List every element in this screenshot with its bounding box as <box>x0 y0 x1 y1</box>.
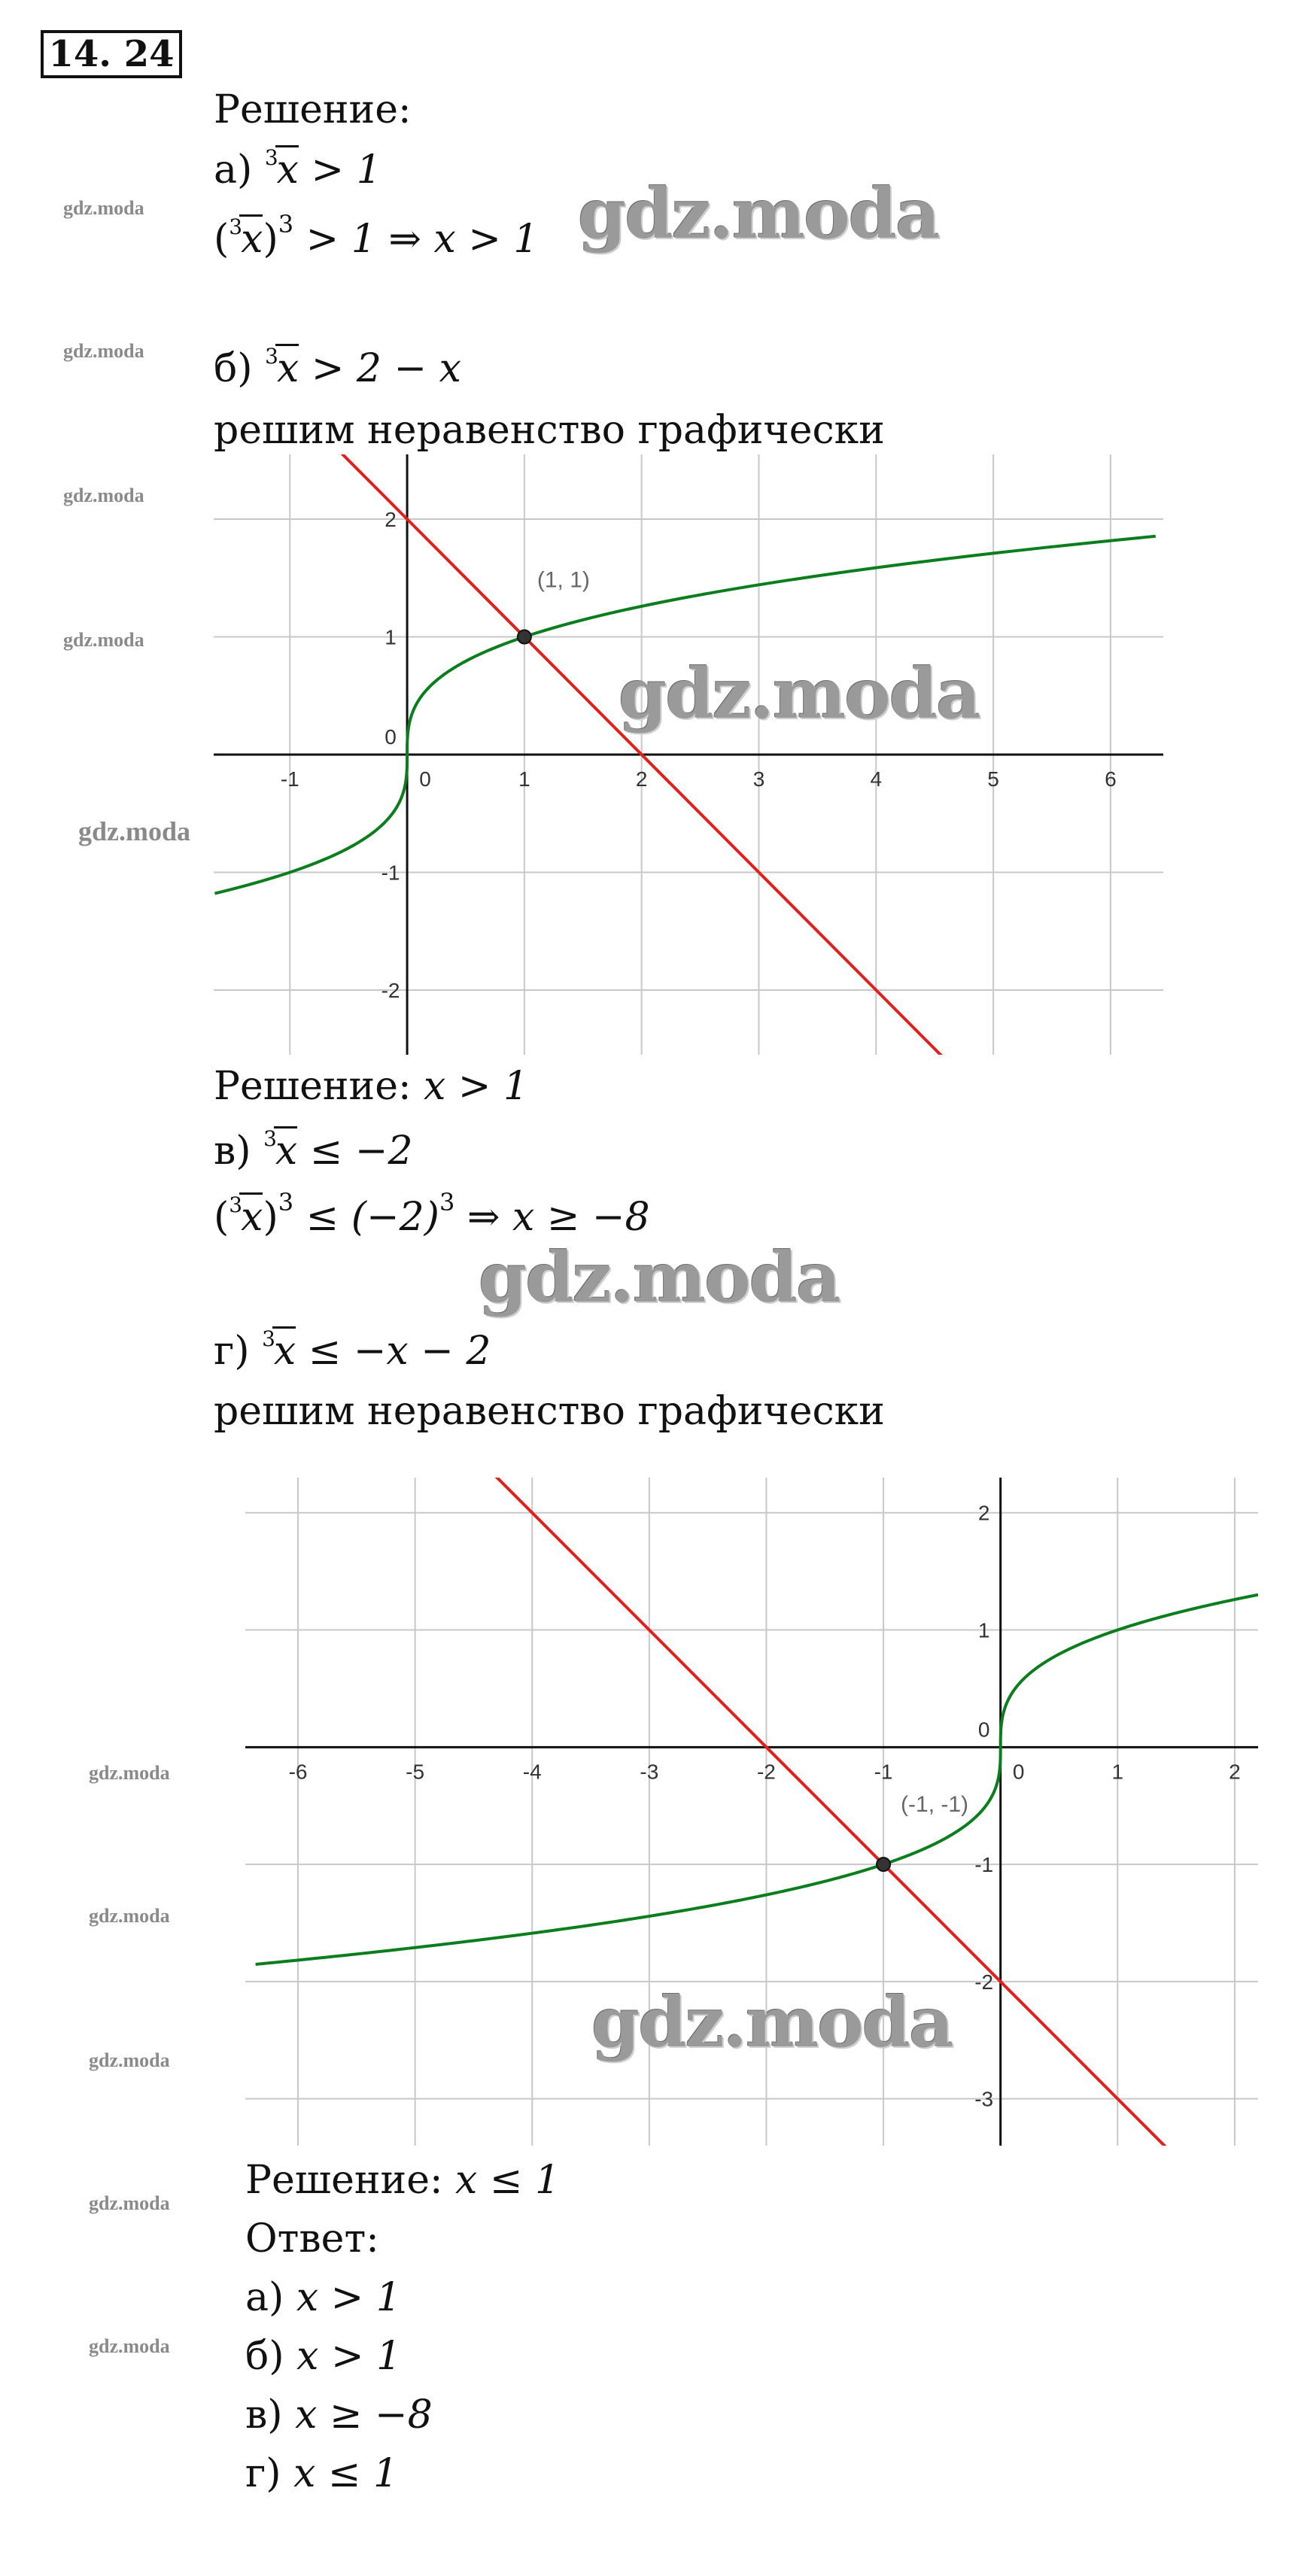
x-tick-label: -3 <box>640 1760 659 1784</box>
part-a-label: а) <box>214 147 253 193</box>
part-v-label: в) <box>214 1129 251 1174</box>
watermark-large: gdz.moda <box>578 173 939 254</box>
part-b-label: б) <box>214 346 253 391</box>
part-a-inequality <box>214 145 381 193</box>
watermark-small: gdz.moda <box>63 629 144 651</box>
intersection-point <box>877 1858 890 1871</box>
watermark-small: gdz.moda <box>89 2192 170 2214</box>
x-tick-label: -1 <box>280 767 299 791</box>
part-g-solution: Решение: x ≤ 1 <box>245 2158 561 2203</box>
part-v-rhs: ≤ −2 <box>309 1129 413 1174</box>
answer-item-g: г) x ≤ 1 <box>245 2451 399 2496</box>
part-a-step: $(^3x)^3 > 1$ ⇒ x > 1 <box>214 210 539 262</box>
part-g-method: решим неравенство графически <box>214 1389 885 1434</box>
part-v-step: $(^3x)^3 \le (-2)^3$ ⇒ x ≥ −8 <box>214 1188 650 1240</box>
x-tick-label: -6 <box>288 1760 308 1784</box>
part-g-label: г) <box>214 1329 250 1374</box>
x-tick-label: -4 <box>522 1760 542 1784</box>
x-tick-label: 2 <box>1229 1760 1241 1784</box>
x-tick-label: 3 <box>752 767 765 791</box>
y-tick-label: 0 <box>385 725 397 749</box>
x-tick-label: 0 <box>419 767 431 791</box>
watermark-small: gdz.moda <box>89 2049 170 2071</box>
y-tick-label: 0 <box>977 1718 990 1742</box>
point-label: (-1, -1) <box>901 1792 969 1818</box>
x-tick-label: -1 <box>874 1760 893 1784</box>
cube-root-x: $^3$x <box>264 145 299 193</box>
part-a-step-result: x > 1 <box>433 217 539 262</box>
x-tick-label: -5 <box>406 1760 425 1784</box>
watermark-small: gdz.moda <box>63 340 144 362</box>
answer-item-a: а) x > 1 <box>245 2275 401 2320</box>
watermark-medium: gdz.moda <box>78 816 191 846</box>
x-tick-label: 4 <box>870 767 883 791</box>
x-tick-label: 5 <box>987 767 999 791</box>
x-tick-label: 6 <box>1105 767 1117 791</box>
part-b-method: решим неравенство графически <box>214 408 885 453</box>
watermark-large: gdz.moda <box>479 1237 840 1318</box>
part-b-rhs: > 2 − x <box>311 346 461 391</box>
y-tick-label: 1 <box>977 1618 990 1642</box>
x-tick-label: -2 <box>756 1760 776 1784</box>
x-tick-label: 0 <box>1012 1760 1025 1784</box>
watermark-small: gdz.moda <box>63 197 144 219</box>
y-tick-label: 1 <box>385 625 397 649</box>
part-b-inequality: б) $^3$x > 2 − x <box>214 344 461 391</box>
part-a-rhs: > 1 <box>311 147 381 193</box>
y-tick-label: 2 <box>977 1501 990 1525</box>
watermark-small: gdz.moda <box>89 1905 170 1927</box>
part-g-rhs: ≤ −x − 2 <box>308 1329 491 1374</box>
y-tick-label: -2 <box>974 1970 994 1994</box>
answer-item-v: в) x ≥ −8 <box>245 2392 433 2438</box>
solution-heading: Решение: <box>214 87 412 132</box>
answer-title: Ответ: <box>245 2216 379 2262</box>
x-tick-label: 2 <box>635 767 648 791</box>
watermark-small: gdz.moda <box>63 485 144 506</box>
watermark-small: gdz.moda <box>89 1762 170 1784</box>
y-tick-label: -3 <box>974 2087 994 2111</box>
point-label: (1, 1) <box>537 567 590 593</box>
x-tick-label: 1 <box>518 767 530 791</box>
chart-graph-b <box>214 454 1163 1055</box>
intersection-point <box>518 630 531 644</box>
watermark-large: gdz.moda <box>591 1982 953 2063</box>
x-tick-label: 1 <box>1111 1760 1124 1784</box>
watermark-large: gdz.moda <box>619 653 980 734</box>
part-g-inequality: г) $^3$x ≤ −x − 2 <box>214 1326 491 1374</box>
part-b-solution: Решение: x > 1 <box>214 1064 529 1109</box>
y-tick-label: -2 <box>381 978 400 1002</box>
y-tick-label: -1 <box>381 861 400 885</box>
y-tick-label: 2 <box>385 508 397 532</box>
part-v-inequality: в) $^3$x ≤ −2 <box>214 1126 413 1174</box>
problem-number: 14. 24 <box>41 30 182 78</box>
part-a-step-rhs: > 1 ⇒ <box>305 217 421 262</box>
watermark-small: gdz.moda <box>89 2335 170 2357</box>
y-tick-label: -1 <box>974 1853 994 1877</box>
answer-item-b: б) x > 1 <box>245 2334 402 2379</box>
